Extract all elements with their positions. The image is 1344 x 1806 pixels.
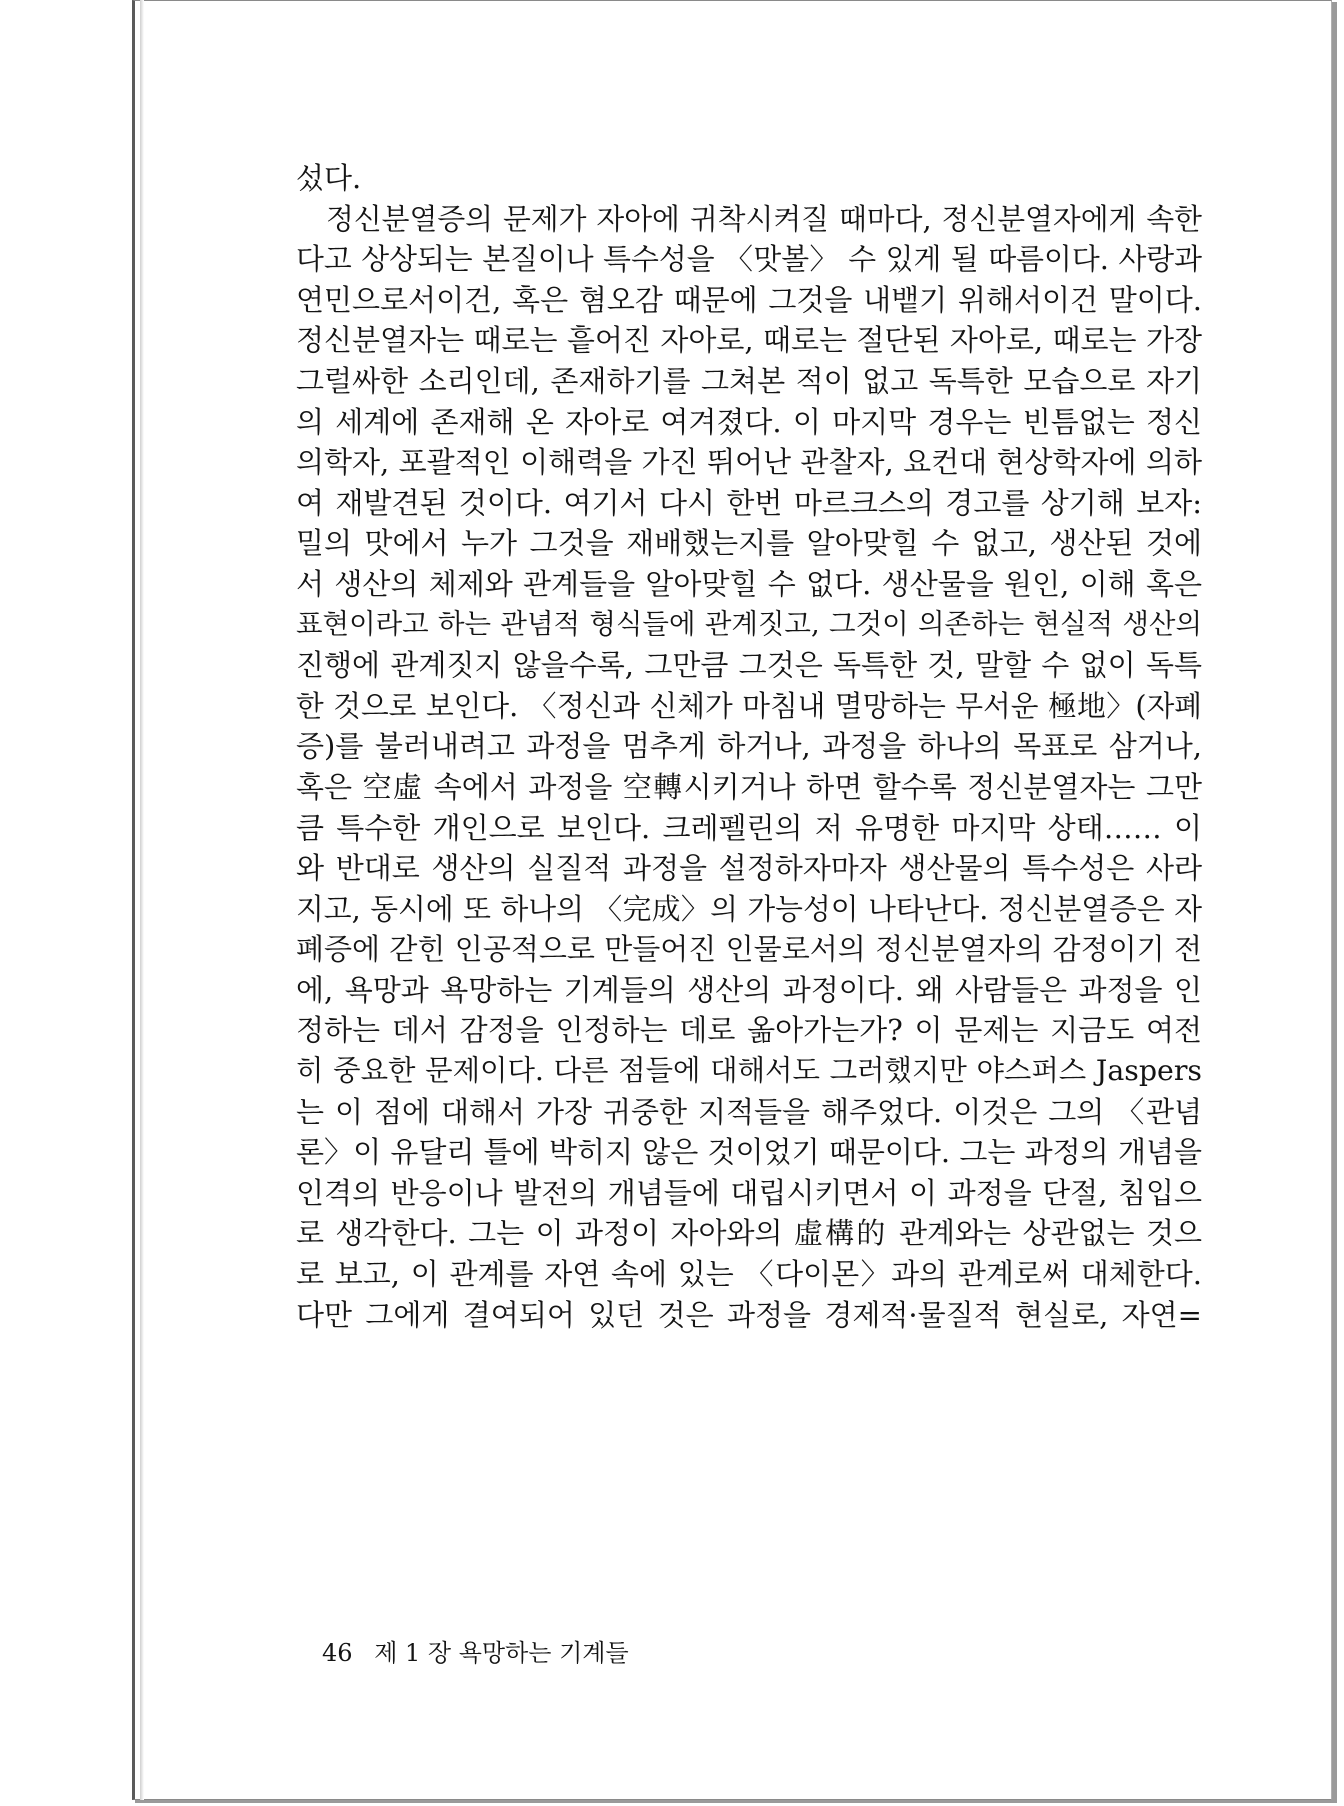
text-line: 진행에 관계짓지 않을수록, 그만큼 그것은 독특한 것, 말할 수 없이 독특 (296, 648, 1202, 683)
page-binding-edge (140, 0, 144, 1800)
text-line: 그럴싸한 소리인데, 존재하기를 그쳐본 적이 없고 독특한 모습으로 자기 (296, 363, 1202, 398)
page-number: 46 (322, 1639, 353, 1667)
running-chapter-title: 제 1 장 욕망하는 기계들 (374, 1639, 629, 1667)
text-line: 지고, 동시에 또 하나의 〈完成〉의 가능성이 나타난다. 정신분열증은 자 (296, 891, 1202, 926)
text-line: 정하는 데서 감정을 인정하는 데로 옮아가는가? 이 문제는 지금도 여전 (296, 1013, 1202, 1048)
text-line: 한 것으로 보인다. 〈정신과 신체가 마침내 멸망하는 무서운 極地〉(자폐 (296, 688, 1202, 723)
text-line: 여 재발견된 것이다. 여기서 다시 한번 마르크스의 경고를 상기해 보자: (296, 485, 1202, 520)
text-line: 히 중요한 문제이다. 다른 점들에 대해서도 그러했지만 야스퍼스 Jaspers (296, 1054, 1202, 1088)
text-line: 증)를 불러내려고 과정을 멈추게 하거나, 과정을 하나의 목표로 삼거나, (296, 729, 1202, 764)
text-line: 인격의 반응이나 발전의 개념들에 대립시키면서 이 과정을 단절, 침입으 (296, 1175, 1202, 1210)
text-line: 다고 상상되는 본질이나 특수성을 〈맛볼〉 수 있게 될 따름이다. 사랑과 (296, 242, 1202, 277)
text-line: 서 생산의 체제와 관계들을 알아맞힐 수 없다. 생산물을 원인, 이해 혹은 (296, 566, 1202, 601)
text-line: 론〉이 유달리 틀에 박히지 않은 것이었기 때문이다. 그는 과정의 개념을 (296, 1135, 1202, 1170)
text-line: 의 세계에 존재해 온 자아로 여겨졌다. 이 마지막 경우는 빈틈없는 정신 (296, 404, 1202, 439)
text-line: 혹은 空虛 속에서 과정을 空轉시키거나 하면 할수록 정신분열자는 그만 (296, 769, 1202, 804)
text-line: 연민으로서이건, 혹은 혐오감 때문에 그것을 내뱉기 위해서이건 말이다. (296, 282, 1202, 317)
text-line: 폐증에 갇힌 인공적으로 만들어진 인물로서의 정신분열자의 감정이기 전 (296, 932, 1202, 967)
text-line: 큼 특수한 개인으로 보인다. 크레펠린의 저 유명한 마지막 상태…… 이 (296, 810, 1202, 845)
text-line: 와 반대로 생산의 실질적 과정을 설정하자마자 생산물의 특수성은 사라 (296, 851, 1202, 886)
text-line: 에, 욕망과 욕망하는 기계들의 생산의 과정이다. 왜 사람들은 과정을 인 (296, 972, 1202, 1007)
page-footer (322, 1638, 629, 1668)
text-line: 섰다. (296, 161, 362, 195)
text-line: 는 이 점에 대해서 가장 귀중한 지적들을 해주었다. 이것은 그의 〈관념 (296, 1094, 1202, 1129)
text-line: 로 보고, 이 관계를 자연 속에 있는 〈다이몬〉과의 관계로써 대체한다. (296, 1257, 1202, 1292)
text-line: 정신분열자는 때로는 흩어진 자아로, 때로는 절단된 자아로, 때로는 가장 (296, 323, 1202, 358)
text-line: 표현이라고 하는 관념적 형식들에 관계짓고, 그것이 의존하는 현실적 생산의 (296, 608, 1202, 640)
text-line: 다만 그에게 결여되어 있던 것은 과정을 경제적·물질적 현실로, 자연= (296, 1297, 1202, 1332)
text-line: 의학자, 포괄적인 이해력을 가진 뛰어난 관찰자, 요컨대 현상학자에 의하 (296, 445, 1202, 480)
text-line: 로 생각한다. 그는 이 과정이 자아와의 虛構的 관계와는 상관없는 것으 (296, 1216, 1202, 1251)
text-line: 정신분열증의 문제가 자아에 귀착시켜질 때마다, 정신분열자에게 속한 (326, 201, 1202, 236)
body-text (296, 158, 1202, 1335)
text-line: 밀의 맛에서 누가 그것을 재배했는지를 알아맞힐 수 없고, 생산된 것에 (296, 526, 1202, 561)
